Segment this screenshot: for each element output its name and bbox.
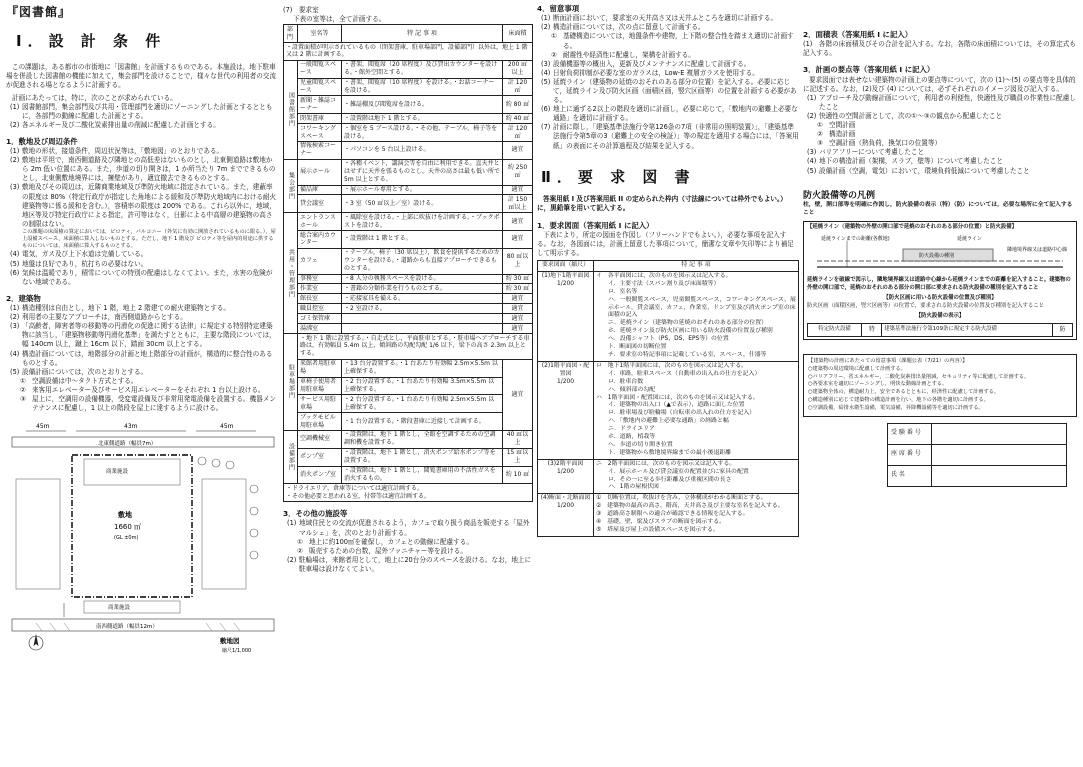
map-caption: 敷地図 <box>220 637 240 646</box>
table-row: 情報検索コーナー ・パソコンを 5 台以上設ける。 適宜 <box>284 141 533 159</box>
table-header-area: 床面積 <box>503 25 533 43</box>
table-header-dept: 部門 <box>284 25 298 43</box>
required-drawings-intro: 下表により，所定の図面を作図し（フリーハンドでもよい。），必要な事項を記入する。なお，各図面には，計画上留意した事項について，簡潔な文章や矢印等により補足して明示する。 <box>537 230 794 257</box>
table-general-note: ・設置面積が明示されているもの（閉架書庫，駐車場部門，設備部門）以外は，地上 1 階又は 2 階に計画する。 <box>284 43 533 61</box>
list-item: (1) 図書館部門，集会部門及び共用・管理部門を適切にゾーニングした計画とするとともに，各部門の動線に配慮した計画とする。 <box>10 102 273 120</box>
legend-intro: 柱，壁，開口部等を明確に作図し，防火設備の表示（特）（防）については，必要な場所に全て記入すること <box>803 202 1073 217</box>
site-label: 敷地 <box>118 511 132 520</box>
table-row: ポンプ室 ・設置階は，地下 1 階とし，消火ポンプ給水ポンプ等を設置する。 15 ㎡以上 <box>284 448 533 466</box>
other-facilities-list <box>283 519 533 574</box>
legend-heading-3: 【防火設備の表示】 <box>915 313 965 320</box>
plan-points-title: 3．計画の要点等（答案用紙 I に記入） <box>803 65 935 75</box>
list-item: (2) 各エネルギー及び二酸化炭素排出量の削減に配慮した計画とする。 <box>10 120 220 129</box>
neighbor-bottom-label: 商業施設 <box>108 605 131 612</box>
list-sub-item: ① 地上に約100㎡を確保し，カフェとの動線に配慮する。 <box>297 537 473 546</box>
plan-points-text: 要求図面では表せない建築物の計画上の要点等について，次の (1)～(5) の要点等を具体的に記述する。なお，(2)及び (4) については，必ずそれぞれのイメージ図及び記入する。 <box>803 75 1076 93</box>
list-item: (3) 「高齢者，障害者等の移動等の円滑化の促進に関する法律」に規定する特別特定建築物に該当し，「建築物移動等円滑化基準」を満たすとともに，主要な階段については，幅 140cm 以上，蹴上 16cm 以下，踏面 30cm 以上とする。 <box>10 322 276 349</box>
list-item: (5) 延焼ライン（建築物の延焼のおそれのある部分の位置）を記入する。必要に応じて，延焼ライン及び防火区画（面積区画，竪穴区画等）の位置を計画する必要がある。 <box>541 77 797 105</box>
required-rooms-subheading: 下表の室等は，全て計画する。 <box>293 15 386 24</box>
list-item: (5) 地盤は良好であり，杭打ちの必要はない。 <box>10 259 148 268</box>
dim-label-2: 43m <box>124 423 138 431</box>
site-conditions-title: 1．敷地及び周辺条件 <box>6 136 78 146</box>
table-row: 設備部門 空調機械室 ・設置階は，地下 1 階とし，全館を空調するための空調調和機を設置する。 40 ㎡以上 <box>284 430 533 448</box>
precautions-title: 【建築物の計画にあたっての留意事項（課題公表（7/21）の内容）】 <box>808 358 968 365</box>
list-sub-item: ③ 空調計画（熱負荷，換気口の位置等） <box>817 139 942 148</box>
building-title: 2．建築物 <box>6 293 41 303</box>
map-scale: 縮尺1/1,000 <box>222 648 252 655</box>
required-drawings-title: 1．要求図面（答案用紙 I に記入） <box>537 220 654 230</box>
building-list <box>6 304 278 413</box>
table-row: 作業室 ・書籍の分類作業を行うものとする。 約 30 ㎡ <box>284 284 533 294</box>
special-fire-door-symbol: 特 <box>862 323 882 336</box>
table-row: 来館者用駐車場 ・13 台分設置する。・1 台あたり有効幅 2.5m×5.5m 以上確保する。 適宜 <box>284 359 533 377</box>
list-item: (6) 地上に通ずる2以上の階段を適切に計画し，必要に応じて，「敷地内の避難上必要な通路」を適切に計画する。 <box>541 105 798 123</box>
table-row: コワーキングスペース ・個室を 5 ブース設ける。・その他，テーブル，椅子等を設ける。 計 120 ㎡ <box>284 124 533 142</box>
table-row: 館長室 ・応接家具を備える。 適宜 <box>284 294 533 304</box>
table-row: 共用・管理部門 エントランスホール ・風除室を設ける。・上部に吹抜けを計画する。・ブックポストを設ける。 適宜 <box>284 213 533 231</box>
list-item: (1) アプローチ及び動線計画について，利用者の利便性，快適性及び職員の作業性に配慮したこと <box>807 93 1076 111</box>
legend-symbol-table: 特定防火設備 特 建築基準法施行令第109条に規定する防火設備 防 <box>807 323 1073 337</box>
area-table-title: 2．面積表（答案用紙 I に記入） <box>803 30 913 39</box>
required-drawings-table <box>537 260 799 537</box>
list-item: (4) 地下の構造計画（架構，スラブ，壁等）について考慮したこと <box>807 157 1003 166</box>
trees <box>198 457 258 559</box>
list-item: (5) 設備計画（空調，電気）において，環境負荷低減について考慮したこと <box>807 166 1030 175</box>
table-row: 図書館部門 一般閲覧スペース ・書架，閲覧席（20 席程度）及び貸出カウンターを設ける。・館外空間とする。 200 ㎡以上 <box>284 60 533 78</box>
table-row: サービス用駐車場 ・2 台分設置する。・1 台あたり有効幅 2.5m×5.5m 以上確保する。 <box>284 395 533 413</box>
section-2-title: Ⅱ．要 求 図 書 <box>541 167 696 186</box>
table-header-plan: 要求図面（縮尺） <box>538 261 594 272</box>
list-item: (6) 気候は温暖であり，積雪についての特別の配慮はしなくてよい。また，水害の危険がない地域である。 <box>10 268 273 286</box>
list-sub-item: ① 空間計画 <box>817 121 856 130</box>
neighbor-top-label: 商業施設 <box>106 469 129 476</box>
table-row: 備品庫 ・展示ホール専用とする。 適宜 <box>284 185 533 195</box>
legend-diagram <box>807 231 1073 277</box>
examinee-info-box <box>887 423 1067 487</box>
table-row: 職員控室 ・2 室設ける。 適宜 <box>284 304 533 314</box>
list-item: (4) 日射負荷抑制が必要な室のガラスは，Low-E 複層ガラスを使用する。 <box>541 68 759 77</box>
list-sub-item: ② 販売するための台数，屋外ファニチャー等を設ける。 <box>297 546 467 555</box>
site-conditions-list <box>6 147 278 287</box>
table-header-notes: 特 記 事 項 <box>594 261 799 272</box>
dim-label-3: 45m <box>220 423 234 431</box>
document-title: 『図書館』 <box>6 5 72 19</box>
table-header-room: 室名等 <box>298 25 342 43</box>
list-item: (2) 敷地は平坦で，南西側道路及び隣地との高低差はないものとし，北東側道路は敷地から 2m 低い位置にある。また，歩道の切り開きは，1 か所当たり 7m までできるものとし，北東側敷地境界には，擁壁があり，適宜撤去できるものとする。 <box>10 156 276 183</box>
table-row: 湯沸室 適宜 <box>284 324 533 334</box>
legend-label-type: 防火設備の種別 <box>919 253 955 260</box>
legend-title: 防火設備等の凡例 <box>803 190 876 201</box>
table-footer-note: ・ドライエリア，倉庫等については適宜計画する。 ・その他必要と思われる室，付帯等は適宜計画する。 <box>284 484 533 502</box>
list-item: (4) 電気，ガス及び上下水道は完備している。 <box>10 250 148 259</box>
plan-points-list <box>803 94 1077 176</box>
table-header-note: 特 記 事 項 <box>342 25 503 43</box>
legend-label-boundary: 隣地境界線又は道路中心線 <box>1007 247 1068 254</box>
table-row: 新聞・雑誌コーナー ・雑誌棚及び閲覧席を設ける。 約 80 ㎡ <box>284 96 533 114</box>
legend-heading-1: 【延焼ライン（建築物の外壁の開口部で延焼のおそれのある部分の位置）と防火設備】 <box>807 224 1018 231</box>
site-area-label: 1660 ㎡ <box>114 523 142 532</box>
list-item: (7) 計画に際し，「建築基準法施行令第126条の7項（非常用の照明装置）」，「建築基準法施行令第5章の3（避難上の安全の検証）」等の規定を適用する場合には，「答案用紙」の表面にその計算過程及び結果を記入する。 <box>541 123 799 150</box>
list-item: (3) 敷地及びその周辺は，近隣商業地域及び準防火地域に指定されている。また，建蔽率の限度は 80%（特定行政庁が指定した角地による緩和及び準防火地域内における耐火建築物等に係る緩和を含む。），容積率の限度は 200% である。これら以外に，地域，地区等及び特定行政庁による指定，許可等はなく，日影による中高層の建築物の高さの制限はない。 <box>10 183 277 228</box>
legend-label-line: 延焼ライン <box>957 236 982 243</box>
list-item: (2) 構造計画については，次の点に留意して計画する。 <box>541 23 705 32</box>
notes-title: 4．留意事項 <box>537 4 580 13</box>
north-arrow-icon <box>29 634 43 650</box>
fire-door-symbol: 防 <box>1053 323 1073 336</box>
table-row: 閉架書庫 ・設置階は地下 1 階とする。 約 40 ㎡ <box>284 114 533 124</box>
table-row: 児童閲覧スペース ・書架，閲覧席（10 席程度）を設ける。・お話コーナーを設ける。 計 120 ㎡ <box>284 78 533 96</box>
name-field[interactable] <box>932 465 1067 486</box>
section-1-title: Ⅰ．設 計 条 件 <box>16 31 167 50</box>
neighbor-top <box>84 459 180 485</box>
list-item: (2) 駐輪場は，来館者用として，地上に20台分のスペースを設ける。なお，地上に駐車場は設けなくてよい。 <box>287 555 532 573</box>
required-rooms-heading: (7) 要求室 <box>283 6 319 14</box>
list-item: (1) 断面計画において，要求室の天井高さ又は天井ふところを適切に計画する。 <box>541 14 778 23</box>
legend-heading-2: 【防火区画に用いる防火設備の位置及び種別】 <box>883 295 997 302</box>
list-item: (1) 敷地の形状，接道条件，周辺状況等は，「敷地図」のとおりである。 <box>10 147 224 156</box>
list-item: (2) 快適性の空間計画として，次の①～③の観点から配慮したこと <box>807 112 1003 120</box>
list-sub-item: ② 来客用エレベーター及びサービス用エレベーターをそれぞれ 1 台以上設ける。 <box>20 385 265 394</box>
intro-paragraph-2: 計画にあたっては，特に，次のことが求められている。 <box>12 93 177 102</box>
seat-number-label: 座 席 番 号 <box>888 444 932 465</box>
dim-label-1: 45m <box>36 423 50 431</box>
other-facilities-title: 3．その他の施設等 <box>283 509 348 519</box>
exam-number-field[interactable] <box>932 423 1067 444</box>
site-gl-label: (GL ±0m) <box>114 535 139 542</box>
table-row: ブックモビル用駐車場 ・1 台分設置する。・階段書庫に近接して計画する。 <box>284 413 533 431</box>
table-row: (2)1階平面図・配置図 1/200 ロ 地下1階平面図には，次のものを図示又は記入する。 イ．車路，駐車スペース（自動車の出入れの仕方を記入） ロ．駐車台数 ハ．傾斜部の勾配 ハ 1階平面図・配置図には，次のものを図示又は記入する。 イ．建築物の出入口（▲で表示），道路に面した位置 ロ．駐車場及び駐輪場（自転車の出入れの仕方を記入） ハ．「敷地内の避難上必要な通路」の経路と幅 ニ．ドライエリア ホ．道路，植栽等 ヘ．歩道の切り開き位置 ト．建築物から敷地境界線までの最小後退距離 <box>538 361 799 459</box>
list-item: (3) 設備機器等の概出入，更新及びメンテナンスに配慮して計画する。 <box>541 59 751 68</box>
seat-number-field[interactable] <box>932 444 1067 465</box>
table-row: (4)断面・北断面図 1/200 ① 切断位置は，吹抜けを含み，立体構成がわかる断面とする。 ② 建築物の最高の高さ，階高，天井高さ及び主要な室名を記入する。 ③ 道路高さ制限への適合が確認できる情報を記入する。 ④ 基礎，壁，梁及びスラブの断面を図示する。 ⑤ 塔屋及び屋上の設備スペースを図示する。 <box>538 494 799 537</box>
section-2-intro: 答案用紙 I 及び答案用紙 II の定められた枠内（寸法線については枠外でもよい。）に，黒鉛筆を用いて記入する。 <box>537 195 787 213</box>
list-item: (1) 地域住民との交流が促進されるよう，カフェで取り扱う商品を販売する「屋外マルシェ」を，次のとおり計画する。 <box>287 519 530 537</box>
list-sub-item: ② 構造計画 <box>817 130 856 139</box>
column-3 <box>537 4 799 537</box>
table-row: (3)2階平面図 1/200 ニ 2階平面図には，次のものを図示又は記入する。 イ．展示ホール及び貸会議室の配置並びに家具の配置 ロ．その一に至る歩行距離及び重複区間の長さ ハ．1階の屋根伏図 <box>538 459 799 494</box>
list-item-note: この課題の床面積の算定においては，ピロティ，バルコニー（外気に有効に開放されているものに限る。），屋上設備スペース，床面積に算入しないものとする。ただし，地下 1 階及び ピロティ等を屋内的用途に供するものについては，床面積に算入するものとする。 <box>22 228 276 250</box>
list-item: (5) 設備計画については，次のとおりとする。 <box>10 367 148 376</box>
list-item: (4) 構造計画については，地階部分の計画と地上階部分の計画が，構造的に整合性のあるものとする。 <box>10 349 273 367</box>
table-row: 事務室 ・8 人分の執務スペースを設ける。 約 30 ㎡ <box>284 274 533 284</box>
list-sub-item: ① 空調設備は中～タクト方式とする。 <box>20 376 138 385</box>
legend-box <box>803 221 1077 340</box>
list-item: (1) 構造種別は自由とし，地下 1 階，地上 2 階建ての耐火建築物とする。 <box>10 304 230 313</box>
legend-note: 延焼ラインを破線で図示し，隣地境界線又は道路中心線から延焼ラインまでの距離を記入すること。建築物の外壁の開口部で，延焼のおそれのある部分の開口部に要求される防火設備の種別を記入すること <box>807 277 1071 291</box>
exam-number-label: 受 験 番 号 <box>888 423 932 444</box>
precautions-box: 【建築物の計画にあたっての留意事項（課題公表（7/21）の内容）】 ○建築物の周辺環境に配慮して計画する。 ○バリアフリー，省エネルギー，二酸化炭素排出量削減，セキュリティ等に配慮して計画する。 ○各要求室を適切にゾーニングし，明快な動線計画とする。 ○建築物全体の，構造耐力上，安全であるとともに，経済性に配慮して計画する。 ○構造種別に応じて建築物の構造計画を行い，地下の各階を適切に計画する。 ○空調設備，給排水衛生設備，電気設備，昇降機設備等を適切に計画する。 <box>803 354 1077 417</box>
table-row: 消火ポンプ室 ・設置階は，地下 1 階とし，閲覧書庫用の不活性ガスを消火するもの。 約 10 ㎡ <box>284 466 533 484</box>
table-row: 総合案内カウンター ・設置階は 1 階とする。 適宜 <box>284 231 533 249</box>
list-sub-item: ② 耐震性や経済性に配慮し，架構を計画する。 <box>551 50 695 59</box>
table-row: 駐車場部門 ・地下 1 階に設置する。・自走式とし，平面駐車とする。・駐車場へアプローチする車路は，有効幅員 5.4m 以上，傾斜路の勾配勾配 1/6 以下，梁下の高さ 2.3m 以上とする。 <box>284 334 533 360</box>
list-item: (2) 利用者の主要なアプローチは，南西側道路からとする。 <box>10 313 187 322</box>
legend-label-distance: 延焼ラインまでの距離(各敷地) <box>821 236 890 243</box>
area-table-text: (1) 各階の床面積及びその合計を記入する。なお，各階の床面積については，その算定式も記入する。 <box>803 40 1076 58</box>
column-2 <box>283 6 533 574</box>
table-row: 貸会議室 ・3 室（50 ㎡以上／室）設ける。 計 150 ㎡以上 <box>284 195 533 213</box>
intro-paragraph: この課題は，ある都市の市街地に「図書館」を計画するものである。本施設は，地下駐車場を併設した図書館の機能に加えて，集会部門を設けることで，様々な世代の利用者の交流が促進される場となるように計画する。 <box>6 63 277 90</box>
list-sub-item: ① 基礎構造については，地盤条件や建物，上下階の整合性を踏まえ適切に計画する。 <box>551 32 794 50</box>
legend-text-2: 防火区画（面積区画，竪穴区画等）の位置で，要求される防火設備の位置及び種別を記入すること <box>807 302 1045 309</box>
column-1 <box>6 0 278 659</box>
table-row: 集会部門 展示ホール ・各種イベント，講演会等を自由に利用できる。直天井とはせずに天井を張るものとし，天井の高さは最も低い所で 5m 以上とする。 約 250 ㎡ <box>284 159 533 185</box>
list-sub-item: ③ 屋上に，空調用の設備機器，受変電設備及び非常用発電設備を設置する。機器メンテナンスに配慮し，1 以上の階段を屋上に達するように設ける。 <box>20 395 276 413</box>
table-row: ゴミ保管庫 適宜 <box>284 314 533 324</box>
site-map <box>6 419 278 659</box>
table-row: (1)地下1階平面図 1/200 イ 各平面図には，次のものを図示又は記入する。 イ．主要寸法（スパン割り及び床面積等） ロ．室名等 ハ．一般閲覧スペース，児童閲覧スペース，コワーキングスペース，展示ホール，貸会議室，カフェ，作業室，ドンプ室及び消火ポンプ室の床面積の記入 ニ．延焼ライン（建築物の延焼のおそれのある部分の位置） ホ．延焼ライン及び防火区画に用いる防火設備の位置及び種別 ヘ．設備シャフト（PS，DS，EPS等）の位置 ト．断面図の切断位置 チ．要求室の特記事項に記載している室，スペース，什器等 <box>538 271 799 361</box>
table-row: 車椅子使用者用駐車場 ・2 台分設置する。・1 台あたり有効幅 3.5m×5.5m 以上確保する。 <box>284 377 533 395</box>
column-4 <box>803 30 1077 487</box>
list-item: (3) バリアフリーについて考慮したこと <box>807 148 925 157</box>
table-row: カフェ ・テーブル，椅子（30 席以上），飲食を提供するためのカウンターを設ける。・道路からも直接アプローチできるものとする。 80 ㎡以上 <box>284 248 533 274</box>
notes-list <box>537 14 799 150</box>
intro-list <box>6 103 278 130</box>
required-rooms-table <box>283 24 533 502</box>
name-label: 氏 名 <box>888 465 932 486</box>
road-sw-label: 南西側道路（幅員12m） <box>96 624 158 631</box>
road-ne-label: 北東側道路（幅員7m） <box>98 441 157 448</box>
